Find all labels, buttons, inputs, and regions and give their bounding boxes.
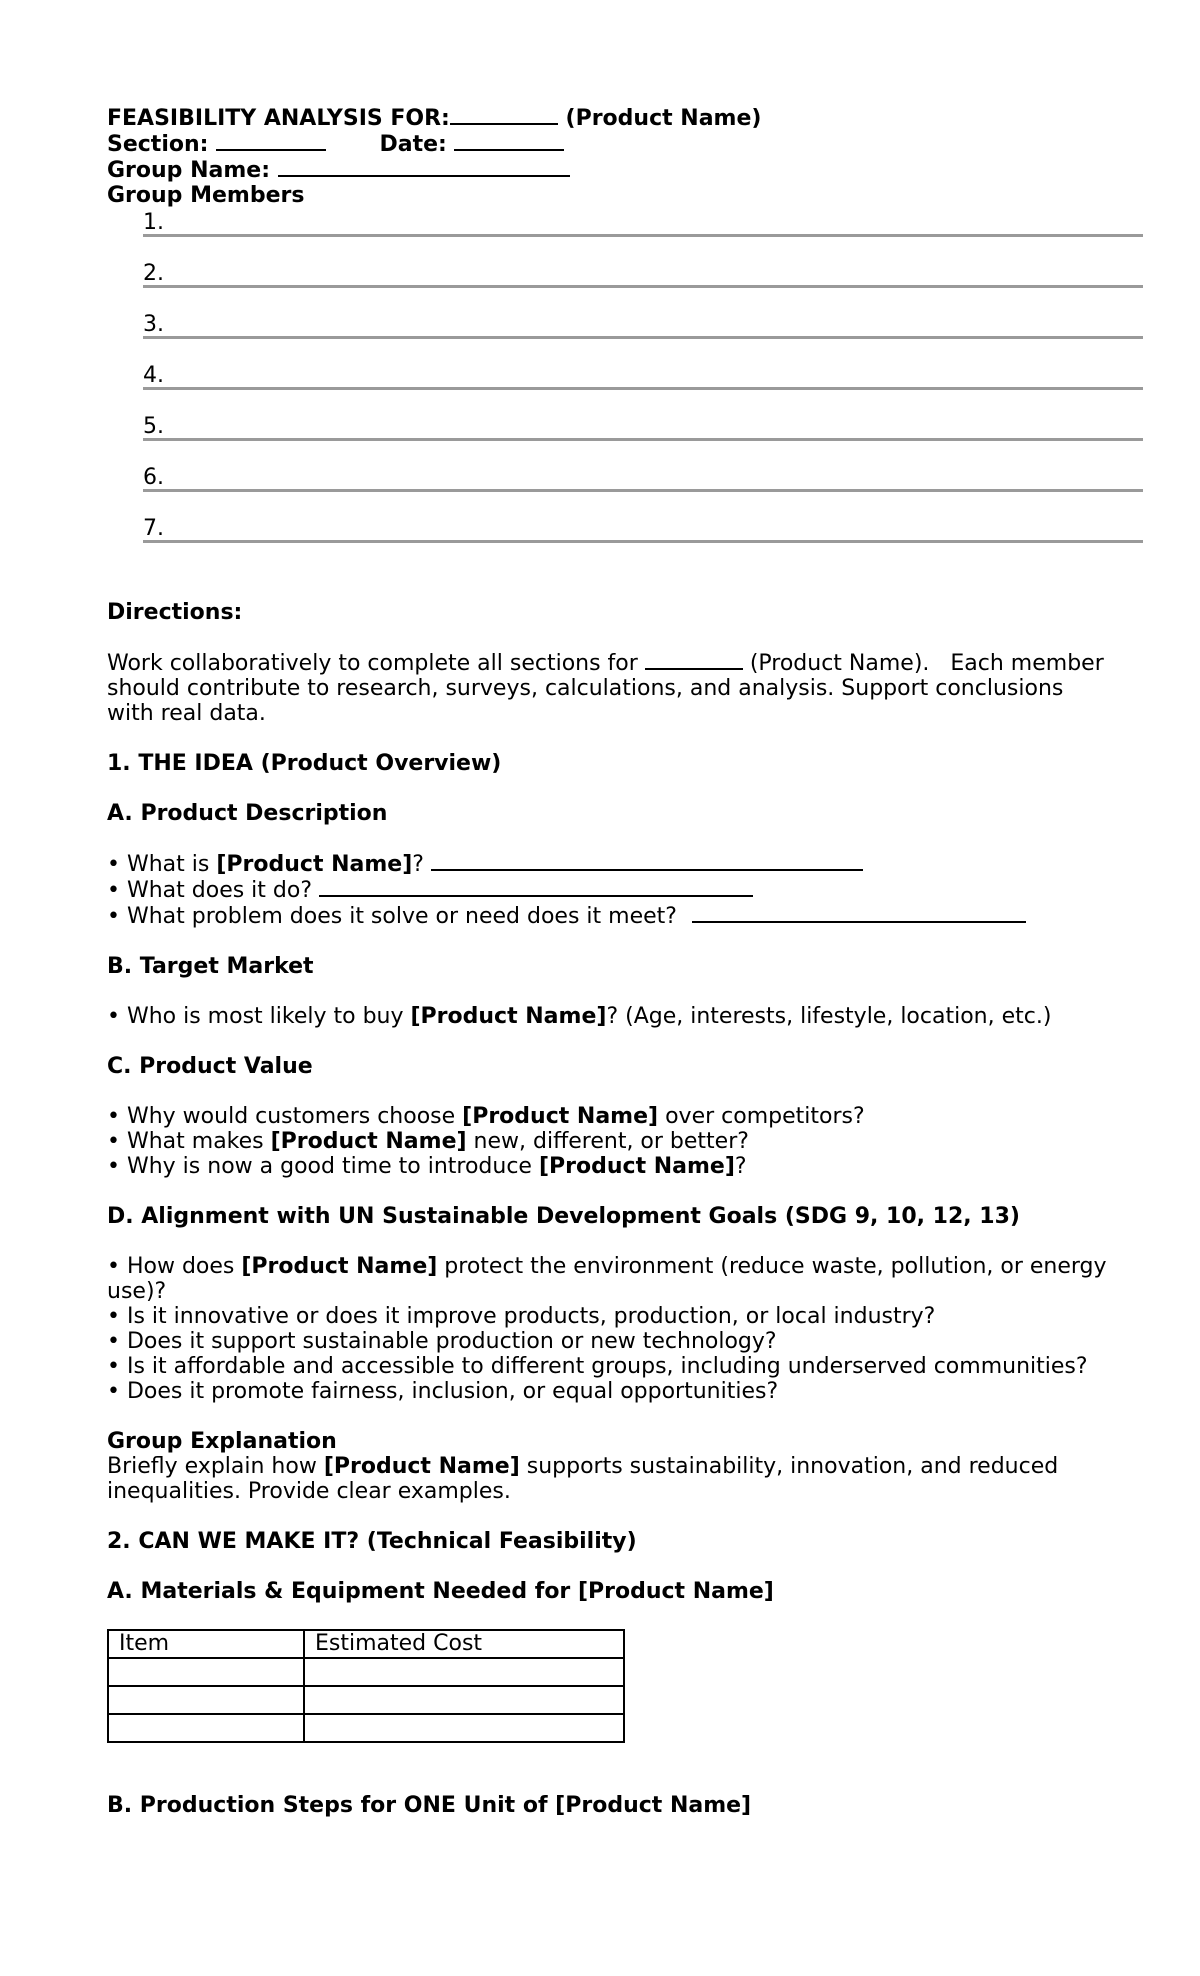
question-target-market: • Who is most likely to buy [Product Name]? (Age, interests, lifestyle, location, etc.) (107, 1004, 1052, 1029)
member-line[interactable]: 5. (143, 412, 1143, 463)
group-name-blank[interactable] (278, 157, 570, 177)
section-blank[interactable] (216, 131, 326, 151)
question-why-choose: • Why would customers choose [Product Name] over competitors? (107, 1104, 865, 1129)
table-cell-item[interactable] (108, 1714, 304, 1742)
table-cell-item[interactable] (108, 1686, 304, 1714)
table-row (108, 1714, 624, 1742)
member-line[interactable]: 6. (143, 463, 1143, 514)
title-suffix: (Product Name) (565, 106, 762, 131)
member-line[interactable]: 7. (143, 514, 1143, 565)
question-why-now: • Why is now a good time to introduce [Product Name]? (107, 1154, 747, 1179)
group-members-label: Group Members (107, 183, 305, 208)
group-explanation-heading: Group Explanation (107, 1429, 337, 1454)
table-cell-cost[interactable] (304, 1658, 624, 1686)
what-does-answer-blank[interactable] (319, 877, 753, 897)
question-protect-environment: • How does [Product Name] protect the environment (reduce waste, pollution, or energy use)? (107, 1254, 1107, 1304)
section1-heading: 1. THE IDEA (Product Overview) (107, 751, 502, 776)
what-is-answer-blank[interactable] (431, 851, 863, 871)
title-line (107, 105, 1107, 131)
member-line[interactable]: 4. (143, 361, 1143, 412)
what-problem-answer-blank[interactable] (692, 903, 1026, 923)
question-what-does: • What does it do? (107, 877, 1107, 903)
section1b-heading: B. Target Market (107, 954, 314, 979)
section-label: Section: (107, 132, 209, 157)
question-what-makes: • What makes [Product Name] new, different, or better? (107, 1129, 749, 1154)
table-header-row (108, 1630, 624, 1658)
section2a-heading: A. Materials & Equipment Needed for [Product Name] (107, 1579, 774, 1604)
group-name-line (107, 157, 1107, 183)
group-explanation-text: Briefly explain how [Product Name] supports sustainability, innovation, and reduced inequalities. Provide clear examples. (107, 1454, 1059, 1504)
member-line[interactable]: 3. (143, 310, 1143, 361)
table-cell-cost[interactable] (304, 1714, 624, 1742)
table-row (108, 1686, 624, 1714)
date-label: Date: (379, 132, 447, 157)
product-name-blank[interactable] (450, 105, 558, 125)
document-content (107, 105, 1111, 1818)
table-header-cost: Estimated Cost (304, 1630, 624, 1658)
question-innovative: • Is it innovative or does it improve products, production, or local industry? (107, 1304, 936, 1329)
section1c-heading: C. Product Value (107, 1054, 313, 1079)
directions-heading: Directions: (107, 600, 243, 625)
date-blank[interactable] (454, 131, 564, 151)
section-date-line (107, 131, 1107, 157)
materials-table (107, 1629, 625, 1743)
section1a-heading: A. Product Description (107, 801, 388, 826)
question-sustainable-production: • Does it support sustainable production or new technology? (107, 1329, 777, 1354)
section2-heading: 2. CAN WE MAKE IT? (Technical Feasibility) (107, 1529, 637, 1554)
member-line[interactable]: 1. (143, 208, 1143, 259)
directions-product-blank[interactable] (645, 650, 743, 670)
member-line[interactable]: 2. (143, 259, 1143, 310)
table-header-item: Item (108, 1630, 304, 1658)
group-name-label: Group Name: (107, 158, 270, 183)
title-prefix: FEASIBILITY ANALYSIS FOR: (107, 106, 450, 131)
table-row (108, 1658, 624, 1686)
group-members-list (143, 208, 1143, 565)
question-what-problem: • What problem does it solve or need does it meet? (107, 903, 1107, 929)
question-what-is: • What is [Product Name]? (107, 851, 1107, 877)
question-affordable: • Is it affordable and accessible to different groups, including underserved communities? (107, 1354, 1088, 1379)
section2b-heading: B. Production Steps for ONE Unit of [Product Name] (107, 1793, 752, 1818)
section1d-heading: D. Alignment with UN Sustainable Development Goals (SDG 9, 10, 12, 13) (107, 1204, 1020, 1229)
table-cell-item[interactable] (108, 1658, 304, 1686)
table-cell-cost[interactable] (304, 1686, 624, 1714)
directions-text: Work collaboratively to complete all sections for (Product Name). Each member should contribute to research, surveys, calculations, and analysis. Support conclusions with real data. (107, 651, 1111, 726)
question-fairness: • Does it promote fairness, inclusion, or equal opportunities? (107, 1379, 779, 1404)
